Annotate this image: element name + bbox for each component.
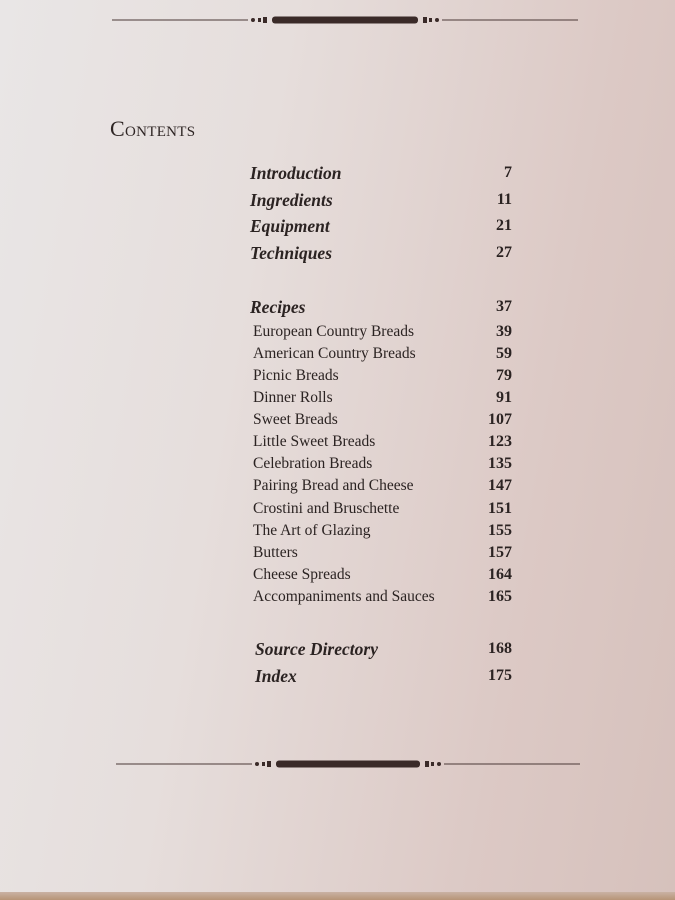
toc-subentry-label: European Country Breads: [253, 322, 414, 340]
toc-entry-label: Techniques: [250, 242, 333, 263]
toc-subentry-label: Pairing Bread and Cheese: [253, 477, 414, 495]
toc-entry-page: 7: [504, 164, 512, 181]
toc-subentry-label: American Country Breads: [253, 344, 416, 362]
toc-subentry-page: 157: [488, 543, 512, 561]
toc-subentry-label: Sweet Breads: [253, 411, 338, 429]
toc-subentry: [250, 365, 512, 387]
toc-subentry: [250, 343, 512, 365]
toc-entry-equipment: [250, 213, 512, 240]
toc-entry-page: 21: [496, 217, 512, 234]
toc-subentry: [250, 498, 512, 520]
toc-subentry: [250, 564, 512, 586]
toc-subentry-label: Picnic Breads: [253, 366, 339, 384]
toc-subentry-page: 151: [488, 499, 512, 517]
toc-entry-ingredients: [250, 187, 512, 214]
toc-subentry: [250, 453, 512, 475]
toc-entry-page: 175: [488, 666, 512, 684]
toc-subentry-page: 39: [496, 322, 512, 340]
toc-subentry: [250, 542, 512, 564]
toc-subentry-label: Accompaniments and Sauces: [253, 588, 435, 606]
toc-subentry: [250, 387, 512, 409]
toc-entry-techniques: [250, 240, 512, 267]
toc-subentry: [250, 520, 512, 542]
toc-subentry-label: The Art of Glazing: [253, 521, 371, 539]
toc-main-sections: [250, 160, 512, 266]
toc-entry-label: Index: [255, 665, 297, 686]
toc-subentry-page: 135: [488, 455, 512, 473]
toc-subentry: [250, 431, 512, 453]
toc-subentry-label: Little Sweet Breads: [253, 433, 376, 451]
toc-subentry-label: Dinner Rolls: [253, 388, 333, 406]
toc-entry-page: 27: [496, 243, 512, 261]
toc-subentry-page: 59: [496, 344, 512, 362]
toc-subentry: [250, 586, 512, 608]
toc-subentry-page: 79: [496, 366, 512, 384]
toc-entry-label: Equipment: [250, 216, 330, 236]
toc-subentry-page: 155: [488, 521, 512, 539]
toc-end-sections: [250, 636, 512, 689]
toc-entry-introduction: [250, 160, 512, 187]
toc-subentry-page: 107: [488, 411, 512, 429]
toc-entry-label: Ingredients: [250, 189, 333, 210]
toc-subentry-page: 91: [496, 388, 512, 406]
toc-subentry-label: Crostini and Bruschette: [253, 499, 400, 517]
toc-entry-label: Source Directory: [255, 639, 378, 659]
toc-subentry-label: Cheese Spreads: [253, 566, 351, 584]
toc-subentry-page: 123: [488, 433, 512, 451]
page-bottom-edge: [0, 892, 675, 900]
toc-subentry-label: Butters: [253, 543, 298, 561]
toc-subentry-label: Celebration Breads: [253, 455, 373, 473]
top-ornament-divider-icon: [112, 13, 578, 27]
toc-entry-label: Introduction: [250, 163, 342, 183]
toc-subentry: [250, 321, 512, 343]
toc-entry-page: 37: [496, 298, 512, 315]
toc-subentry-page: 164: [488, 566, 512, 584]
toc-entry-page: 168: [488, 640, 512, 657]
toc-recipes-section: [250, 294, 512, 608]
toc-subentry: [250, 409, 512, 431]
toc-entry-source-directory: [250, 636, 512, 663]
toc-entry-recipes: [250, 294, 512, 321]
toc-subentry-page: 147: [488, 477, 512, 495]
toc-entry-page: 11: [496, 190, 512, 208]
toc-subentry-page: 165: [488, 588, 512, 606]
bottom-ornament-divider-icon: [116, 757, 580, 771]
toc-entry-label: Recipes: [250, 297, 306, 317]
toc-entry-index: [250, 663, 512, 690]
toc-subentry: [250, 475, 512, 497]
page-title: Contents: [110, 116, 196, 141]
